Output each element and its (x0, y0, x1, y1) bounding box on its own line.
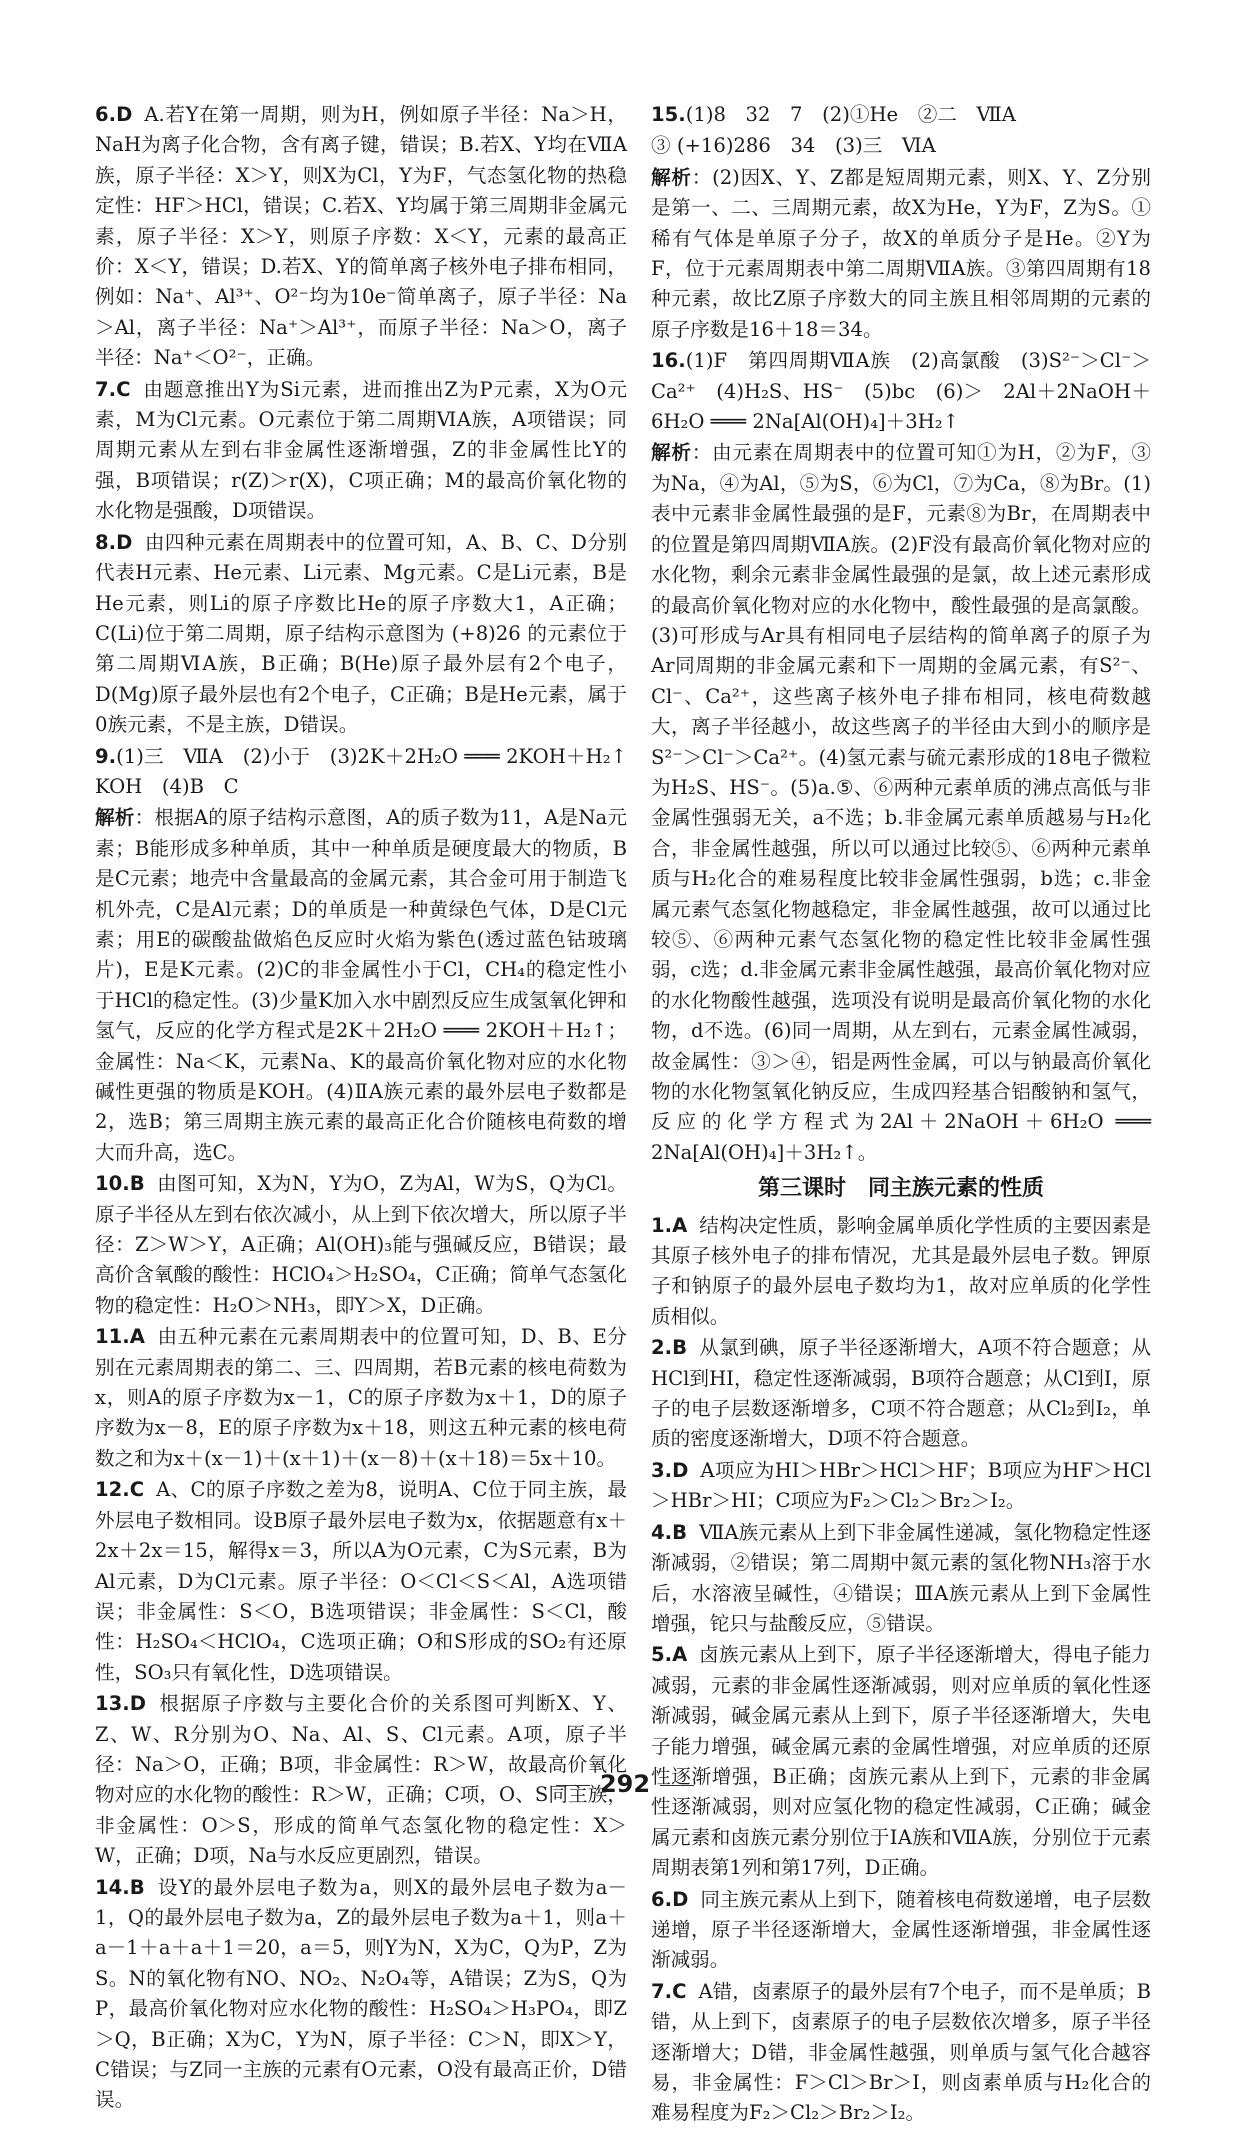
answer-item (651, 1518, 1151, 1640)
question-number: 13. (95, 1692, 130, 1716)
answer-text: A、C的原子序数之差为8，说明A、C位于同主族，最外层电子数相同。设B原子最外层电子数为x，依据题意有x＋2x＋2x＝15，解得x＝3，所以A为O元素，C为S元素，B为Al元素，D为Cl元素。原子半径：O＜Cl＜S＜Al，A选项错误；非金属性：S＜O，B选项错误；非金属性：S＜Cl，酸性：H₂SO₄＜HClO₄，C选项正确；O和S形成的SO₂有还原性，SO₃只有氧化性，D选项错误。 (95, 1478, 627, 1684)
answer-item (651, 346, 1151, 437)
answer-letter: D (672, 1458, 689, 1482)
answer-text: A错，卤素原子的最外层有7个电子，而不是单质；B错，从上到下，卤素原子的电子层数依次增多，原子半径逐渐增大；D错，非金属性越强，则单质与氢气化合越容易，非金属性：F＞Cl＞Br＞I，则卤素单质与H₂化合的难易程度为F₂＞Cl₂＞Br₂＞I₂。 (651, 1979, 1151, 2125)
answer-item (95, 100, 627, 374)
answer-text: ：根据A的原子结构示意图，A的质子数为11，A是Na元素；B能形成多种单质，其中一种单质是硬度最大的物质，B是C元素；地壳中含量最高的金属元素，其合金可用于制造飞机外壳，C是Al元素；D的单质是一种黄绿色气体，D是Cl元素；用E的碳酸盐做焰色反应时火焰为紫色(透过蓝色钴玻璃片)，E是K元素。(2)C的非金属性小于Cl，CH₄的稳定性小于HCl的稳定性。(3)少量K加入水中剧烈反应生成氢氧化钾和氢气，反应的化学方程式是2K＋2H₂O ═══ 2KOH＋H₂↑；金属性：Na＜K，元素Na、K的最高价氧化物对应的水化物碱性更强的物质是KOH。(4)ⅡA族元素的最外层电子数都是2，选B；第三周期主族元素的最高正化合价随核电荷数的增大而升高，选C。 (95, 806, 628, 1164)
dash-left (556, 1785, 590, 1786)
answer-item (95, 803, 627, 1168)
analysis-label: 解析 (651, 165, 692, 189)
question-number: 5. (651, 1643, 673, 1667)
answer-text: 从氯到碘，原子半径逐渐增大，A项不符合题意；从HCl到HI，稳定性逐渐减弱，B项符合题意；从Cl到I，原子的电子层数逐渐增多，C项不符合题意；从Cl₂到I₂，单质的密度逐渐增大，D项不符合题意。 (651, 1336, 1151, 1451)
answer-letter: A (672, 1213, 688, 1237)
answer-item (651, 438, 1151, 1168)
answer-letter: B (672, 1336, 688, 1360)
answer-letter: A (672, 1643, 688, 1667)
answer-text: 由图可知，X为N，Y为O，Z为Al，W为S，Q为Cl。原子半径从左到右依次减小，从上到下依次增大，所以原子半径：Z＞W＞Y，A正确；Al(OH)₃能与强碱反应，B错误；最高价含氧酸的酸性：HClO₄＞H₂SO₄，C正确；简单气态氢化物的稳定性：H₂O＞NH₃，即Y＞X，D正确。 (95, 1172, 627, 1317)
question-number: 9. (95, 744, 117, 768)
question-number: 6. (95, 103, 117, 126)
answer-text: 由四种元素在周期表中的位置可知，A、B、C、D分别代表H元素、He元素、Li元素、Mg元素。C是Li元素，B是He元素，则Li的原子序数比He的原子序数大1，A正确；C(Li)位于第二周期，原子结构示意图为 (+8)26 的元素位于第二周期ⅥA族，B正确；B(He)原子最外层有2个电子，D(Mg)原子最外层也有2个电子，C正确；B是He元素，属于0族元素，不是主族，D错误。 (95, 530, 627, 737)
answer-text: 根据原子序数与主要化合价的关系图可判断X、Y、Z、W、R分别为O、Na、Al、S、Cl元素。A项，原子半径：Na＞O，正确；B项，非金属性：R＞W，故最高价氧化物对应的水化物的酸性：R＞W，正确；C项，O、S同主族，非金属性：O＞S，形成的简单气态氢化物的稳定性：X＞W，正确；D项，Na与水反应更剧烈，错误。 (95, 1692, 627, 1868)
question-number: 10. (95, 1172, 130, 1196)
answer-item (651, 1333, 1151, 1455)
page-number (0, 1770, 1250, 1798)
right-column (651, 100, 1151, 2130)
answer-text: ③ (+16)286 34 (3)三 ⅥA (651, 134, 936, 158)
question-number: 15. (651, 103, 686, 126)
answer-item (651, 100, 1151, 130)
answer-text: ⅦA族元素从上到下非金属性递减，氢化物稳定性逐渐减弱，②错误；第二周期中氮元素的氢化物NH₃溶于水后，水溶液呈碱性，④错误；ⅢA族元素从上到下金属性增强，铊只与盐酸反应，⑤错误。 (651, 1520, 1151, 1635)
answer-text: A.若Y在第一周期，则为H，例如原子半径：Na＞H，NaH为离子化合物，含有离子键，错误；B.若X、Y均在ⅦA族，原子半径：X＞Y，则X为Cl，Y为F，气态氢化物的热稳定性：HF＞HCl，错误；C.若X、Y均属于第三周期非金属元素，原子半径：X＞Y，则原子序数：X＜Y，元素的最高正价：X＜Y，错误；D.若X、Y的简单离子核外电子排布相同，例如：Na⁺、Al³⁺、O²⁻均为10e⁻简单离子，原子半径：Na＞Al，离子半径：Na⁺＞Al³⁺，而原子半径：Na＞O，离子半径：Na⁺＜O²⁻，正确。 (95, 103, 627, 370)
left-column (95, 100, 647, 2117)
answer-letter: C (129, 1478, 145, 1502)
section-heading: 第三课时 同主族元素的性质 (757, 1176, 1044, 1202)
answer-text: ：(2)因X、Y、Z都是短周期元素，则X、Y、Z分别是第一、二、三周期元素，故X为He，Y为F，Z为S。①稀有气体是单原子分子，故X的单质分子是He。②Y为F，位于元素周期表中第二周期ⅦA族。③第四周期有18种元素，故比Z原子序数大的同主族且相邻周期的元素的原子序数是16＋18＝34。 (651, 165, 1151, 341)
question-number: 3. (651, 1458, 673, 1482)
answer-letter: C (116, 377, 131, 401)
question-number: 7. (95, 377, 117, 401)
answer-text: A项应为HI＞HBr＞HCl＞HF；B项应为HF＞HCl＞HBr＞HI；C项应为F₂＞Cl₂＞Br₂＞I₂。 (651, 1458, 1151, 1513)
answer-text: (1)三 ⅦA (2)小于 (3)2K＋2H₂O ═══ 2KOH＋H₂↑ KOH (4)B C (95, 744, 647, 798)
answer-text: 由五种元素在元素周期表中的位置可知，D、B、E分别在元素周期表的第二、三、四周期，若B元素的核电荷数为x，则A的原子序数为x－1，C的原子序数为x＋1，D的原子序数为x－8，E的原子序数为x＋18，则这五种元素的核电荷数之和为x＋(x－1)＋(x＋1)＋(x－8)＋(x＋18)＝5x＋10。 (95, 1325, 627, 1470)
answer-text: 同主族元素从上到下，随着核电荷数递增，电子层数递增，原子半径逐渐增大，金属性逐渐增强，非金属性逐渐减弱。 (651, 1887, 1151, 1972)
answer-item (651, 1456, 1151, 1517)
question-number: 11. (95, 1325, 130, 1349)
question-number: 16. (651, 349, 686, 373)
answer-text: 卤族元素从上到下，原子半径逐渐增大，得电子能力减弱，元素的非金属性逐渐减弱，则对应单质的氧化性逐渐减弱，碱金属元素从上到下，原子半径逐渐增大，失电子能力增强，碱金属元素的金属性增强，对应单质的还原性逐渐增强，B正确；卤族元素从上到下，元素的非金属性逐渐减弱，则对应氢化物的稳定性减弱，C正确；碱金属元素和卤族元素分别位于ⅠA族和ⅦA族，分别位于元素周期表第1列和第17列，D正确。 (651, 1643, 1151, 1880)
answer-item (95, 1873, 627, 2116)
answer-letter: C (672, 1979, 687, 2003)
answer-item (651, 1885, 1151, 1976)
answer-item (651, 1977, 1151, 2129)
question-number: 1. (651, 1213, 673, 1237)
answer-text: (1)F 第四周期ⅦA族 (2)高氯酸 (3)S²⁻＞Cl⁻＞Ca²⁺ (4)H₂S、HS⁻ (5)bc (6)＞ 2Al＋2NaOH＋6H₂O ═══ 2Na[Al(OH)₄]＋3H₂↑ (651, 349, 1151, 434)
answer-item (651, 163, 1151, 345)
analysis-label: 解析 (95, 806, 135, 830)
answer-item (651, 131, 1151, 161)
answer-letter: B (129, 1875, 145, 1899)
analysis-label: 解析 (651, 441, 692, 465)
answer-letter: D (129, 1692, 146, 1716)
answer-text: 设Y的最外层电子数为a，则X的最外层电子数为a－1，Q的最外层电子数为a，Z的最外层电子数为a＋1，则a＋a－1＋a＋a＋1＝20，a＝5，则Y为N，X为C，Q为P，Z为S。N的氧化物有NO、NO₂、N₂O₄等，A错误；Z为S，Q为P，最高价氧化物对应水化物的酸性：H₂SO₄＞H₃PO₄，即Z＞Q，B正确；X为C，Y为N，原子半径：C＞N，即X＞Y，C错误；与Z同一主族的元素有O元素，O没有最高正价，D错误。 (95, 1875, 627, 2112)
answer-item (651, 1640, 1151, 1883)
question-number: 6. (651, 1887, 673, 1911)
question-number: 12. (95, 1478, 130, 1502)
answer-letter: D (116, 103, 133, 126)
answer-text: 由题意推出Y为Si元素，进而推出Z为P元素，X为O元素，M为Cl元素。O元素位于第二周期ⅥA族，A项错误；同周期元素从左到右非金属性逐渐增强，Z的非金属性比Y的强，B项错误；r(Z)＞r(X)，C项正确；M的最高价氧化物的水化物是强酸，D项错误。 (95, 377, 627, 523)
answer-item (95, 1322, 627, 1474)
answer-item (95, 1169, 627, 1321)
question-number: 14. (95, 1875, 130, 1899)
answer-letter: D (672, 1887, 689, 1911)
answer-item (651, 1211, 1151, 1333)
answer-item (95, 1475, 627, 1688)
answer-item (95, 528, 627, 741)
question-number: 4. (651, 1520, 673, 1544)
answer-item (95, 375, 627, 527)
answer-letter: B (129, 1172, 145, 1196)
answer-letter: A (129, 1325, 145, 1349)
question-number: 2. (651, 1336, 673, 1360)
answer-text: (1)8 32 7 (2)①He ②二 ⅦA (685, 103, 1016, 126)
answer-letter: D (116, 530, 133, 554)
question-number: 8. (95, 530, 117, 554)
dash-right (660, 1785, 694, 1786)
answer-text: 结构决定性质，影响金属单质化学性质的主要因素是其原子核外电子的排布情况，尤其是最外层电子数。钾原子和钠原子的最外层电子数均为1，故对应单质的化学性质相似。 (651, 1213, 1151, 1328)
question-number: 7. (651, 1979, 673, 2003)
answer-text: ：由元素在周期表中的位置可知①为H，②为F，③为Na，④为Al，⑤为S，⑥为Cl，⑦为Ca，⑧为Br。(1)表中元素非金属性最强的是F，元素⑧为Br，在周期表中的位置是第四周期ⅦA族。(2)F没有最高价氧化物对应的水化物，剩余元素非金属性最强的是氯，故上述元素形成的最高价氧化物对应的水化物中，酸性最强的是高氯酸。(3)可形成与Ar具有相同电子层结构的简单离子的原子为Ar同周期的非金属元素和下一周期的金属元素，有S²⁻、Cl⁻、Ca²⁺，这些离子核外电子排布相同，核电荷数越大，离子半径越小，故这些离子的半径由大到小的顺序是S²⁻＞Cl⁻＞Ca²⁺。(4)氢元素与硫元素形成的18电子微粒为H₂S、HS⁻。(5)a.⑤、⑥两种元素单质的沸点高低与非金属性强弱无关，a不选；b.非金属元素单质越易与H₂化合，非金属性越强，所以可以通过比较⑤、⑥两种元素单质与H₂化合的难易程度比较非金属性强弱，b选；c.非金属元素气态氢化物越稳定，非金属性越强，故可以通过比较⑤、⑥两种元素气态氢化物的稳定性比较非金属性强弱，c选；d.非金属元素非金属性越强，最高价氧化物对应的水化物酸性越强，选项没有说明是最高价氧化物的水化物，d不选。(6)同一周期，从左到右，元素金属性减弱，故金属性：③＞④，铝是两性金属，可以与钠最高价氧化物的水化物氢氧化钠反应，生成四羟基合铝酸钠和氢气，反应的化学方程式为2Al＋2NaOH＋6H₂O ═══ 2Na[Al(OH)₄]＋3H₂↑。 (651, 441, 1152, 1164)
page-number-text: 292 (599, 1770, 651, 1798)
answer-letter: B (672, 1520, 688, 1544)
answer-item (95, 742, 647, 803)
